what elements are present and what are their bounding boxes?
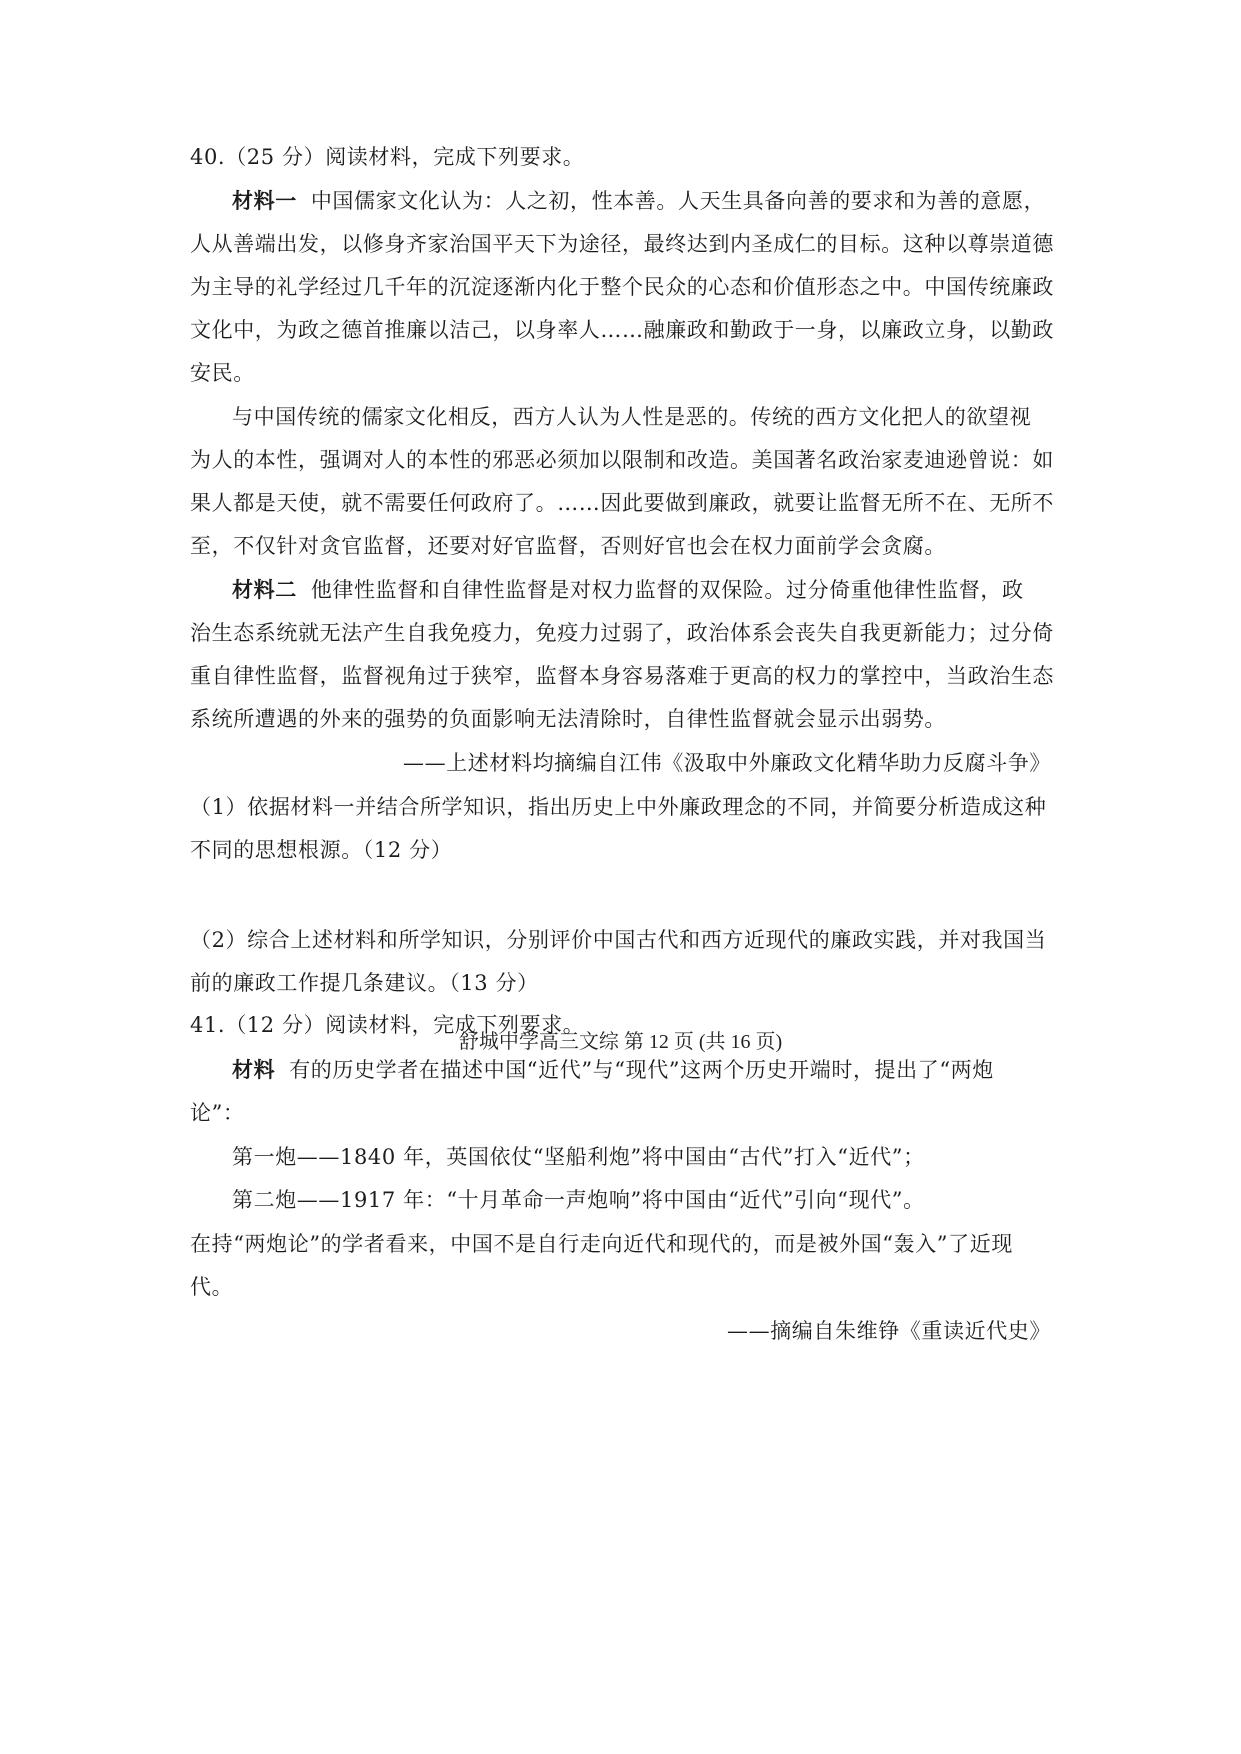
q40-material1b-line-3: 果人都是天使，就不需要任何政府了。……因此要做到廉政，就要让监督无所不在、无所不 [190,491,1054,515]
q41-cannon-2: 第二炮——1917 年：“十月革命一声炮响”将中国由“近代”引向“现代”。 [232,1188,925,1212]
q40-sub2-line-1: （2）综合上述材料和所学知识，分别评价中国古代和西方近现代的廉政实践，并对我国当 [190,928,1047,952]
q41-material-label: 材料 [232,1057,276,1082]
q40-material2-line-2: 治生态系统就无法产生自我免疫力，免疫力过弱了，政治体系会丧失自我更新能力；过分倚 [190,621,1054,645]
material2-text: 他律性监督和自律性监督是对权力监督的双保险。过分倚重他律性监督，政 [310,578,1024,602]
q40-material1-line-1 [232,186,1060,216]
q40-material1b-line-4: 至，不仅针对贪官监督，还要对好官监督，否则好官也会在权力面前学会贪腐。 [190,534,946,558]
q41-conclusion-line-2: 代。 [190,1275,234,1299]
q40-sub2-line-2: 前的廉政工作提几条建议。（13 分） [190,971,539,995]
q41-material-text: 有的历史学者在描述中国“近代”与“现代”这两个历史开端时，提出了“两炮 [289,1058,994,1082]
q40-material2-line-1 [232,575,1060,605]
q40-sub1-line-2: 不同的思想根源。（12 分） [190,838,453,862]
q40-material1b-line-2: 为人的本性，强调对人的本性的邪恶必须加以限制和改造。美国著名政治家麦迪逊曾说：如 [190,448,1054,472]
material1-text: 中国儒家文化认为：人之初，性本善。人天生具备向善的要求和为善的意愿， [310,189,1046,213]
q40-sub1-line-1: （1）依据材料一并结合所学知识，指出历史上中外廉政理念的不同，并简要分析造成这种 [190,795,1047,819]
q41-material-line-2: 论”： [190,1101,245,1125]
q40-material2-line-3: 重自律性监督，监督视角过于狭窄，监督本身容易落难于更高的权力的掌控中，当政治生态 [190,664,1054,688]
page-footer: 舒城中学高三文综 第 12 页 (共 16 页) [458,1031,783,1053]
q40-material1-line-5: 安民。 [190,361,255,385]
q41-material-line-1 [232,1055,1060,1085]
q40-material1-line-2: 人从善端出发，以修身齐家治国平天下为途径，最终达到内圣成仁的目标。这种以尊崇道德 [190,232,1054,256]
material1-label: 材料一 [232,188,297,213]
q40-heading: 40.（25 分）阅读材料，完成下列要求。 [190,145,585,169]
q41-conclusion-line-1: 在持“两炮论”的学者看来，中国不是自行走向近代和现代的，而是被外国“轰入”了近现 [190,1232,1013,1256]
q40-material1b-line-1: 与中国传统的儒家文化相反，西方人认为人性是恶的。传统的西方文化把人的欲望视 [232,405,1032,429]
q40-material1-line-3: 为主导的礼学经过几千年的沉淀逐渐内化于整个民众的心态和价值形态之中。中国传统廉政 [190,275,1054,299]
q40-material2-line-4: 系统所遭遇的外来的强势的负面影响无法清除时，自律性监督就会显示出弱势。 [190,707,946,731]
q41-heading: 41.（12 分）阅读材料，完成下列要求。 [190,1013,585,1037]
q41-source: ——摘编自朱维铮《重读近代史》 [727,1319,1051,1343]
q40-material1-line-4: 文化中，为政之德首推廉以洁己，以身率人……融廉政和勤政于一身，以廉政立身，以勤政 [190,318,1054,342]
q40-source: ——上述材料均摘编自江伟《汲取中外廉政文化精华助力反腐斗争》 [403,751,1051,775]
material2-label: 材料二 [232,577,297,602]
q41-cannon-1: 第一炮——1840 年，英国依仗“坚船利炮”将中国由“古代”打入“近代”； [232,1145,925,1169]
